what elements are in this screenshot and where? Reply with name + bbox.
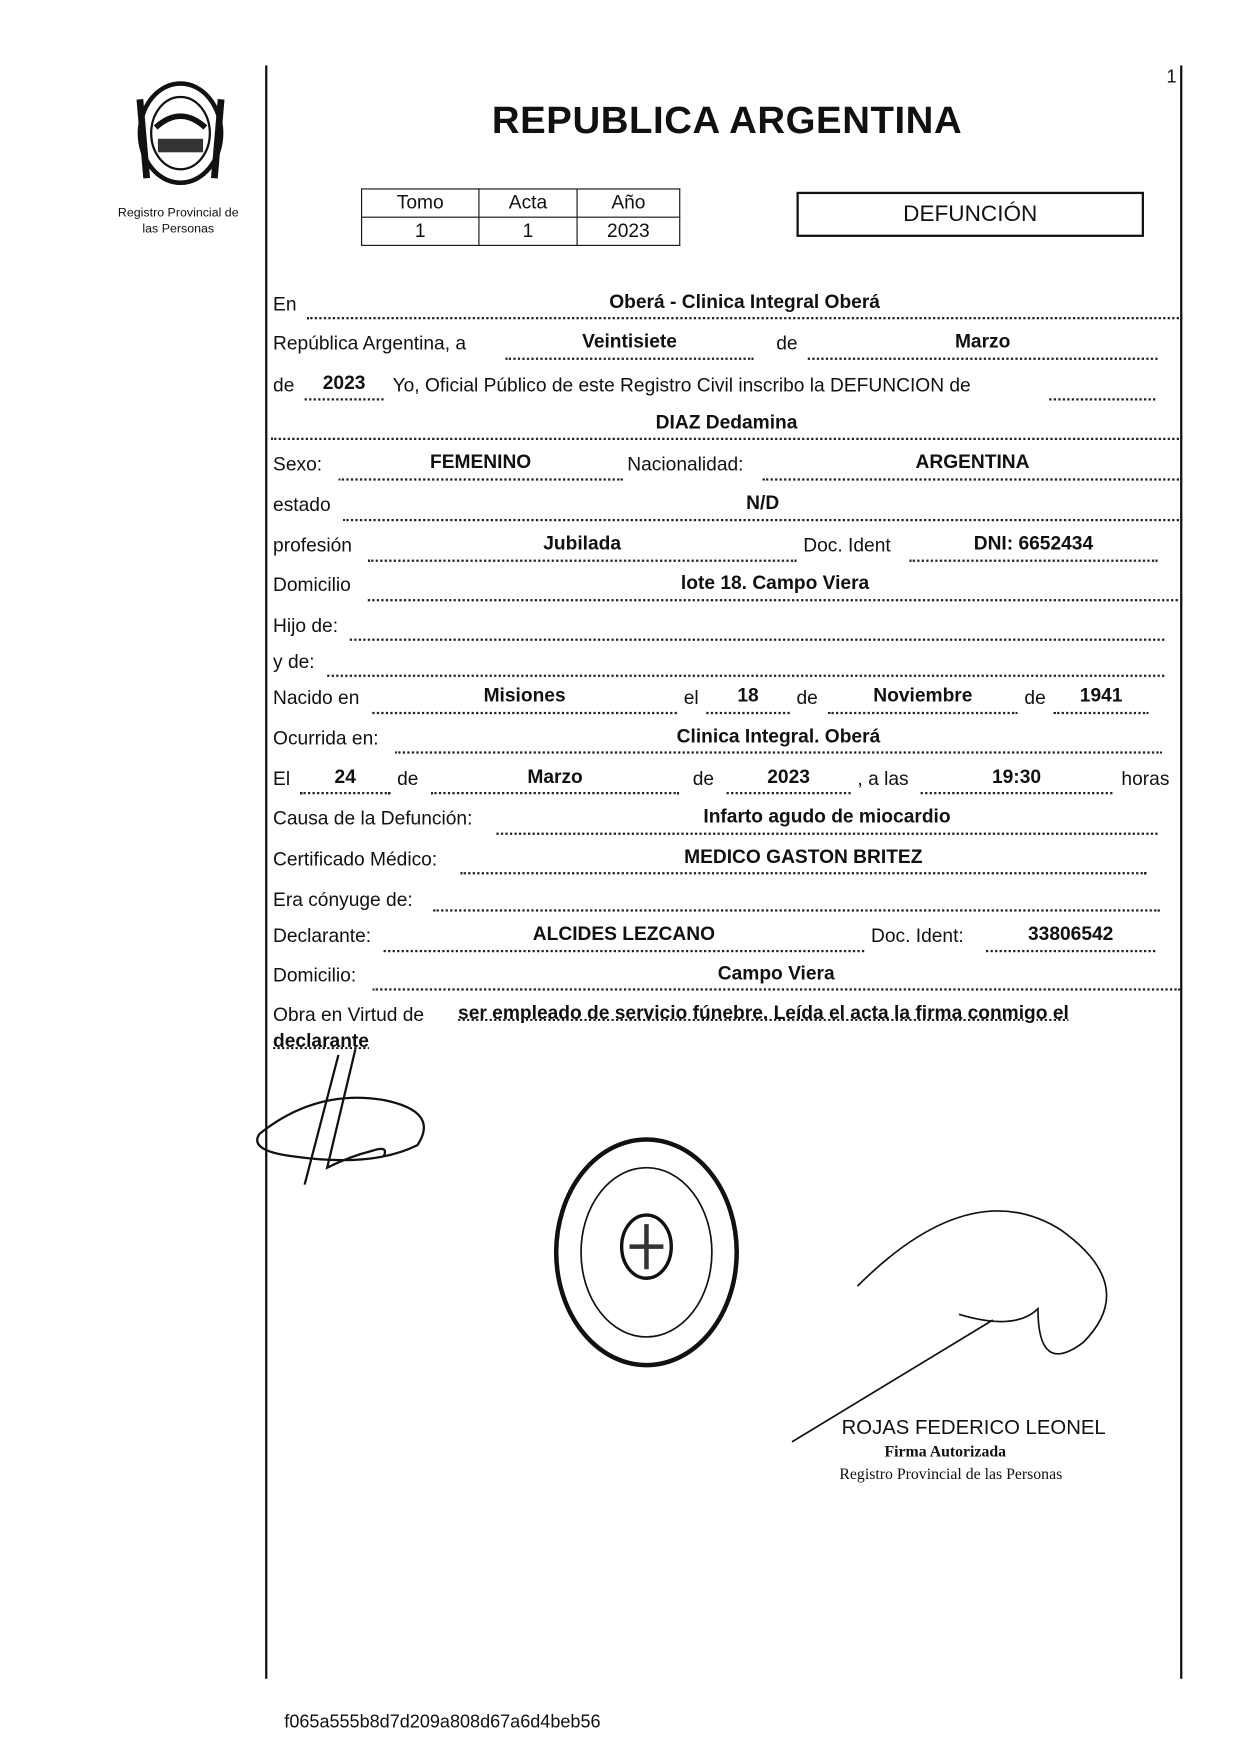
declarant-doc-value: 33806542 [1027, 922, 1114, 945]
declarant-domicile-value: Campo Viera [717, 962, 835, 984]
registry-name-line1: Registro Provincial de [117, 206, 239, 220]
month-value: Marzo [954, 330, 1011, 352]
dotted-line [986, 950, 1155, 952]
declarant-signature-icon [248, 1044, 440, 1191]
certificate-label: Certificado Médico: [273, 848, 438, 870]
province-seal-icon [124, 77, 237, 192]
record-table [361, 188, 680, 246]
cause-label: Causa de la Defunción: [273, 807, 473, 830]
death-month-value: Marzo [527, 766, 583, 788]
dotted-line [343, 519, 1182, 521]
dotted-line [327, 675, 1164, 677]
civil-status-value: N/D [746, 491, 780, 514]
document-type-box: DEFUNCIÓN [797, 192, 1144, 237]
value-acta: 1 [479, 217, 577, 245]
republica-label: República Argentina, a [273, 332, 467, 355]
sexo-label: Sexo: [273, 453, 323, 475]
dotted-line [1054, 712, 1149, 714]
death-day-value: 24 [334, 766, 356, 788]
en-label: En [273, 293, 297, 315]
signatory-org: Registro Provincial de las Personas [839, 1466, 1063, 1484]
dotted-line [368, 599, 1183, 601]
declarant-domicile-label: Domicilio: [273, 964, 357, 987]
signatory-role: Firma Autorizada [884, 1444, 1007, 1462]
dotted-line [271, 438, 1183, 440]
dotted-line [909, 560, 1157, 562]
registration-statement: Yo, Oficial Público de este Registro Civil inscribo la DEFUNCION de [392, 374, 971, 396]
de-label: de [1024, 687, 1046, 709]
dotted-line [431, 792, 679, 794]
dotted-line [372, 712, 677, 714]
dotted-line [395, 751, 1162, 753]
dotted-line [460, 872, 1146, 874]
dotted-line [496, 833, 1157, 835]
dotted-line [1049, 398, 1155, 400]
sex-value: FEMENINO [429, 451, 532, 473]
registry-stamp-icon [551, 1134, 743, 1371]
day-value: Veintisiete [582, 330, 677, 352]
dotted-line [307, 317, 1182, 319]
dotted-line [763, 478, 1183, 480]
dotted-line [808, 358, 1158, 360]
el-label: el [683, 687, 699, 709]
value-tomo: 1 [362, 217, 479, 245]
at-label: , a las [857, 768, 909, 790]
domicile-value: lote 18. Campo Viera [680, 571, 870, 594]
page-title: REPUBLICA ARGENTINA [491, 99, 963, 143]
header-tomo: Tomo [362, 189, 479, 217]
deceased-name-value: DIAZ Dedamina [655, 411, 798, 434]
de-label: de [796, 687, 818, 709]
value-anio: 2023 [577, 217, 680, 245]
born-in-label: Nacido en [273, 687, 360, 709]
dotted-line [828, 712, 1018, 714]
doc-ident-value: DNI: 6652434 [973, 532, 1094, 554]
dotted-line [368, 560, 797, 562]
year-value: 2023 [322, 372, 366, 394]
domicile-label: Domicilio [273, 574, 351, 596]
certificate-value: MEDICO GASTON BRITEZ [684, 846, 923, 868]
dotted-line [433, 909, 1160, 911]
nationality-label: Nacionalidad: [627, 453, 744, 475]
header-anio: Año [577, 189, 680, 217]
death-time-value: 19:30 [991, 766, 1042, 788]
dotted-line [384, 950, 865, 952]
el-label: El [273, 768, 291, 790]
de-label: de [692, 768, 715, 790]
father-label: Hijo de: [273, 614, 339, 637]
by-virtue-value-cont: declarante [273, 1030, 369, 1052]
occurred-value: Clinica Integral. Oberá [676, 725, 881, 747]
dotted-line [921, 792, 1113, 794]
official-signature-icon [790, 1207, 1128, 1444]
dotted-line [727, 792, 851, 794]
by-virtue-value: ser empleado de servicio fúnebre. Leída el acta la firma conmigo el [458, 1001, 1069, 1024]
signatory-name: ROJAS FEDERICO LEONEL [841, 1415, 1106, 1439]
dotted-line [706, 712, 789, 714]
de-label: de [397, 768, 419, 790]
dotted-line [300, 792, 390, 794]
spouse-label: Era cónyuge de: [273, 889, 413, 911]
birth-month-value: Noviembre [873, 684, 973, 707]
birth-day-value: 18 [737, 684, 759, 707]
birth-year-value: 1941 [1079, 684, 1123, 707]
dotted-line [350, 639, 1165, 641]
left-margin-line [265, 65, 267, 1678]
de-label: de [273, 374, 295, 396]
occurred-label: Ocurrida en: [273, 727, 379, 750]
hours-label: horas [1121, 768, 1170, 790]
dotted-line [505, 358, 753, 360]
doc-ident-label: Doc. Ident [803, 534, 891, 557]
declarant-value: ALCIDES LEZCANO [532, 922, 715, 945]
estado-label: estado [273, 494, 331, 516]
registry-name-line2: las Personas [142, 222, 215, 236]
profession-value: Jubilada [543, 532, 622, 554]
death-year-value: 2023 [767, 766, 810, 788]
nationality-value: ARGENTINA [915, 451, 1030, 473]
mother-label: y de: [273, 650, 315, 673]
birthplace-value: Misiones [483, 684, 566, 707]
dotted-line [372, 988, 1180, 990]
dotted-line [305, 398, 384, 400]
header-acta: Acta [479, 189, 577, 217]
document-hash: f065a555b8d7d209a808d67a6d4beb56 [284, 1712, 601, 1732]
place-value: Oberá - Clinica Integral Oberá [609, 291, 880, 313]
de-label: de [776, 332, 798, 355]
declarant-doc-label: Doc. Ident: [870, 925, 964, 947]
by-virtue-label: Obra en Virtud de [273, 1004, 425, 1026]
page-number: 1 [1166, 67, 1177, 87]
profession-label: profesión [273, 534, 352, 557]
dotted-line [338, 478, 622, 480]
declarant-label: Declarante: [273, 925, 372, 947]
cause-value: Infarto agudo de miocardio [703, 805, 951, 827]
